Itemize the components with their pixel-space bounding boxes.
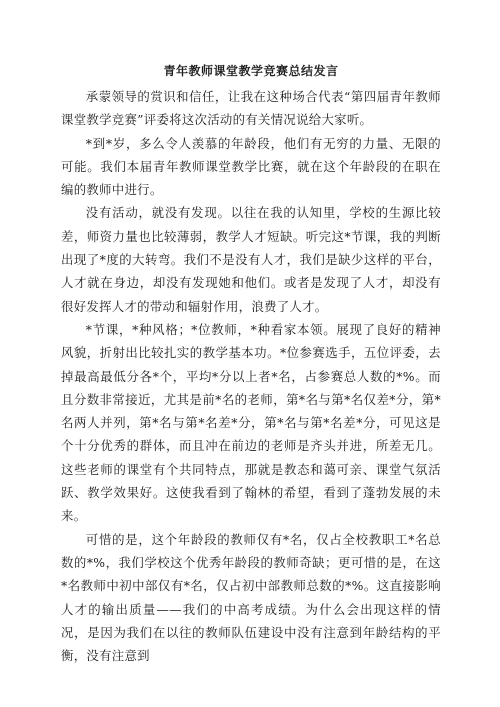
- paragraph: *到*岁，多么令人羡慕的年龄段，他们有无穷的力量、无限的可能。我们本届青年教师课堂教学比赛，就在这个年龄段的在职在编的教师中进行。: [61, 135, 441, 198]
- paragraph: 没有活动，就没有发现。以往在我的认知里，学校的生源比较差，师资力量也比较薄弱，教学人才短缺。听完这*节课，我的判断出现了*度的大转弯。我们不是没有人才，我们是缺少这样的平台，人才就在身边，却没有发现她和他们。或者是发现了人才，却没有很好发挥人才的带动和辐射作用，浪费了人才。: [61, 205, 441, 314]
- paragraph: *节课，*种风格；*位教师，*种看家本领。展现了良好的精神风貌，折射出比较扎实的教学基本功。*位参赛选手，五位评委，去掉最高最低分各*个，平均*分以上者*名，占参赛总人数的*%。而且分数非常接近，尤其是前*名的老师，第*名与第*名仅差*分，第*名两人并列，第*名与第*名差*分，第*名与第*名差*分，可见这是个十分优秀的群体，而且冲在前边的老师是齐头并进，所差无几。这些老师的课堂有个共同特点，那就是教态和蔼可亲、课堂气氛活跃、教学效果好。这使我看到了翰林的希望，看到了蓬勃发展的未来。: [61, 321, 441, 524]
- paragraph: 可惜的是，这个年龄段的教师仅有*名，仅占全校教职工*名总数的*%，我们学校这个优秀年龄段的教师奇缺；更可惜的是，在这*名教师中初中部仅有*名，仅占初中部教师总数的*%。这直接影响人才的输出质量——我们的中高考成绩。为什么会出现这样的情况，是因为我们在以往的教师队伍建设中没有注意到年龄结构的平衡，没有注意到: [61, 531, 441, 664]
- document-title: 青年教师课堂教学竞赛总结发言: [163, 64, 339, 78]
- paragraph: 承蒙领导的赏识和信任，让我在这种场合代表“第四届青年教师课堂教学竞赛”评委将这次活动的有关情况说给大家听。: [61, 89, 441, 128]
